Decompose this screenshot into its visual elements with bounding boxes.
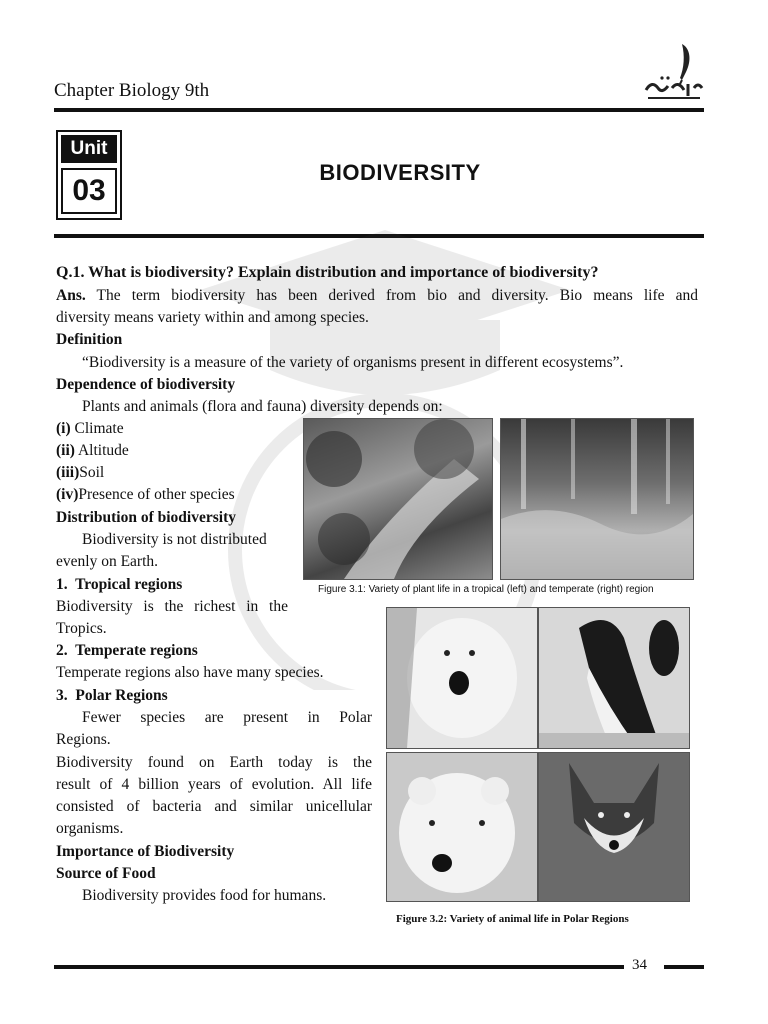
header-rule bbox=[54, 108, 704, 112]
footer-rule bbox=[54, 965, 624, 969]
list-item-text: Presence of other species bbox=[78, 486, 235, 503]
unit-number: 03 bbox=[61, 168, 117, 214]
evolution-text-2: result of 4 billion years of evolution. All life bbox=[56, 776, 372, 793]
heading-text: Tropical regions bbox=[75, 576, 183, 593]
heading-text: Temperate regions bbox=[75, 642, 198, 659]
unit-label: Unit bbox=[61, 135, 117, 163]
definition-text: “Biodiversity is a measure of the variety of organisms present in different ecosystems”. bbox=[82, 354, 624, 371]
tropical-text-2: Tropics. bbox=[56, 620, 107, 637]
list-item-text: Soil bbox=[79, 464, 105, 481]
figure-3-1-caption: Figure 3.1: Variety of plant life in a tropical (left) and temperate (right) region bbox=[318, 584, 654, 595]
page-number: 34 bbox=[632, 957, 647, 973]
dependence-intro: Plants and animals (flora and fauna) diversity depends on: bbox=[82, 398, 443, 415]
distribution-text-2: evenly on Earth. bbox=[56, 553, 159, 570]
unit-title: BIODIVERSITY bbox=[319, 160, 481, 185]
importance-text: Biodiversity provides food for humans. bbox=[82, 887, 327, 904]
tropical-text-1: Biodiversity is the richest in the bbox=[56, 598, 288, 615]
importance-heading: Importance of Biodiversity bbox=[56, 843, 235, 860]
evolution-text-3: consisted of bacteria and similar unicellular bbox=[56, 798, 372, 815]
list-item-number: (iii) bbox=[56, 464, 80, 481]
arctic-fox-photo bbox=[538, 752, 690, 902]
answer-line-2: diversity means variety within and among species. bbox=[56, 309, 369, 326]
dependence-heading: Dependence of biodiversity bbox=[56, 376, 236, 393]
answer-label: Ans. bbox=[56, 287, 86, 304]
list-item-number: (i) bbox=[56, 420, 71, 437]
list-item-number: (iv) bbox=[56, 486, 79, 503]
list-item-number: (ii) bbox=[56, 442, 75, 459]
heading-text: Polar Regions bbox=[75, 687, 168, 704]
polar-text-2: Regions. bbox=[56, 731, 111, 748]
penguin-photo bbox=[538, 607, 690, 749]
polar-text-1: Fewer species are present in Polar bbox=[82, 709, 372, 726]
answer-text-1: The term biodiversity has been derived from bio and diversity. Bio means life and bbox=[96, 287, 698, 304]
polar-heading bbox=[56, 685, 372, 708]
footer-rule-right bbox=[664, 965, 704, 969]
polar-bear-cub-photo bbox=[386, 752, 538, 902]
chapter-title: Chapter Biology 9th bbox=[54, 80, 210, 101]
source-of-food-heading: Source of Food bbox=[56, 865, 156, 882]
temperate-text: Temperate regions also have many species. bbox=[56, 664, 324, 681]
tropical-forest-photo bbox=[303, 418, 493, 580]
evolution-text-1: Biodiversity found on Earth today is the bbox=[56, 754, 372, 771]
definition-heading: Definition bbox=[56, 331, 123, 348]
polar-bear-photo bbox=[386, 607, 538, 749]
distribution-text-1: Biodiversity is not distributed bbox=[82, 531, 267, 548]
heading-number: 3. bbox=[56, 687, 68, 704]
list-item-text: Climate bbox=[74, 420, 124, 437]
answer-line-1 bbox=[56, 285, 698, 308]
unit-badge bbox=[56, 130, 122, 220]
distribution-heading: Distribution of biodiversity bbox=[56, 509, 236, 526]
question-heading: Q.1. What is biodiversity? Explain distribution and importance of biodiversity? bbox=[56, 264, 599, 281]
heading-number: 2. bbox=[56, 642, 68, 659]
temperate-heading bbox=[56, 640, 372, 663]
figure-3-2-caption: Figure 3.2: Variety of animal life in Polar Regions bbox=[396, 913, 629, 925]
list-item-text: Altitude bbox=[77, 442, 129, 459]
temperate-forest-photo bbox=[500, 418, 694, 580]
heading-number: 1. bbox=[56, 576, 68, 593]
evolution-text-4: organisms. bbox=[56, 820, 124, 837]
quill-pen-logo-icon bbox=[638, 40, 706, 106]
